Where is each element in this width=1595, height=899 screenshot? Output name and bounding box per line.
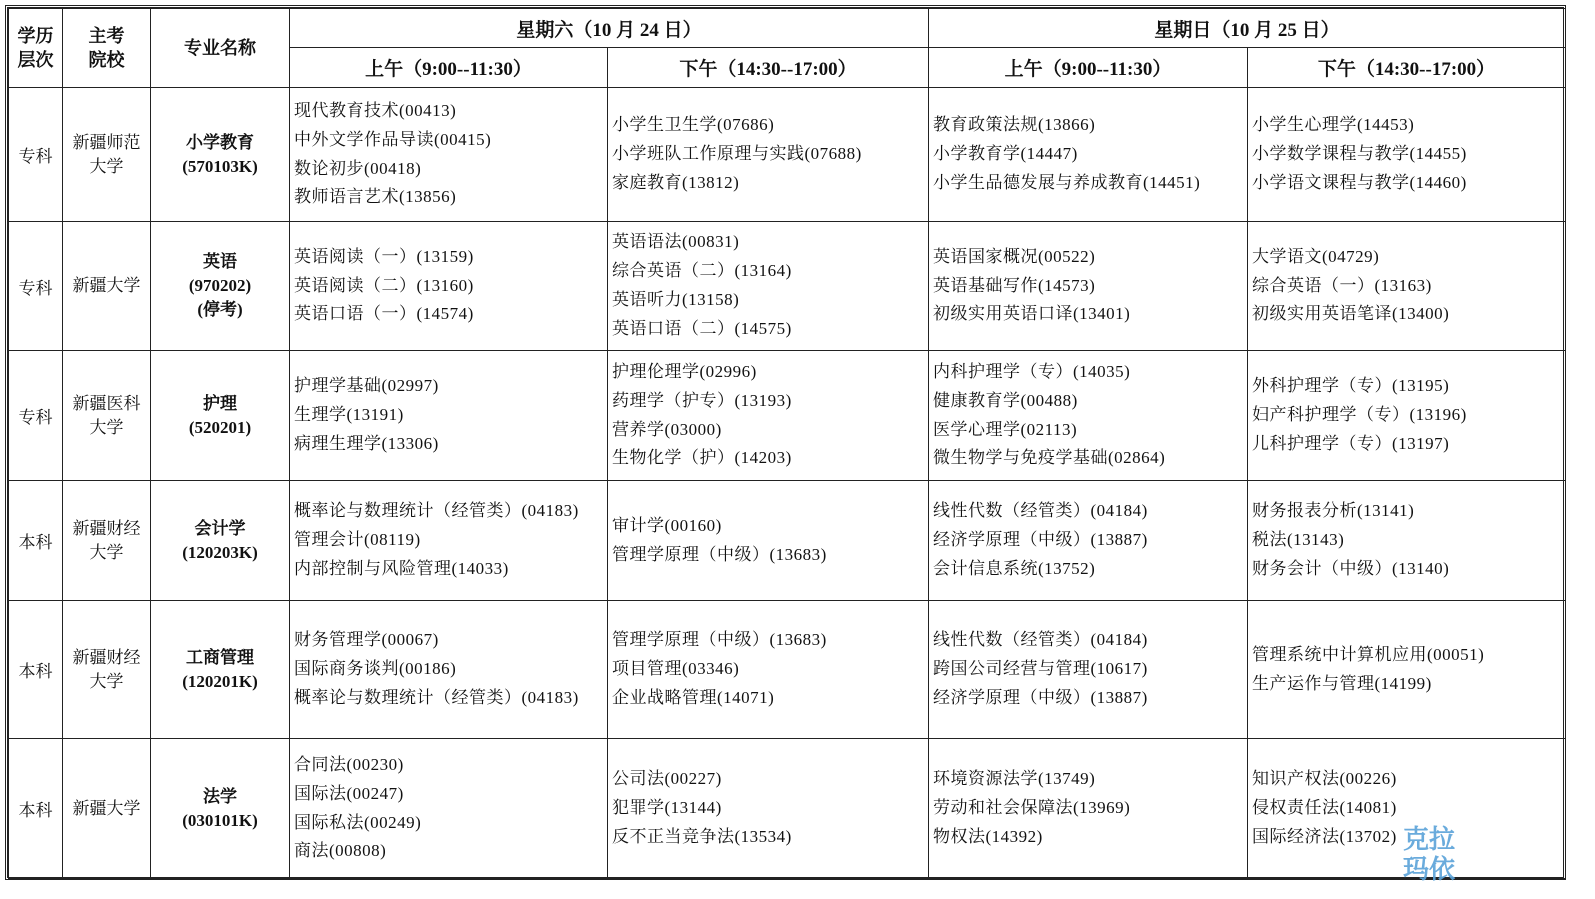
course-item: 企业战略管理(14071) [612,687,775,707]
watermark-logo [1396,825,1462,899]
course-item: 大学语文(04729) [1252,246,1380,266]
course-item: 财务会计（中级）(13140) [1252,558,1450,578]
cell-level: 专科 [9,351,63,481]
school-line: 新疆大学 [72,276,141,296]
course-item: 物权法(14392) [933,826,1043,846]
header-sun-am: 上午（9:00--11:30） [929,48,1248,88]
course-item: 药理学（护专）(13193) [612,390,792,410]
course-item: 数论初步(00418) [294,158,422,178]
cell-courses-sat-am [290,88,608,222]
course-item: 儿科护理学（专）(13197) [1252,433,1450,453]
course-item: 国际私法(00249) [294,812,422,832]
course-item: 英语阅读（二）(13160) [294,275,474,295]
cell-courses-sun-pm [1248,601,1566,739]
course-item: 小学教育学(14447) [933,144,1078,164]
course-item: 中外文学作品导读(00415) [294,129,492,149]
cell-courses-sun-pm [1248,481,1566,601]
cell-courses-sat-pm [608,88,929,222]
course-item: 生产运作与管理(14199) [1252,673,1432,693]
major-line: 英语 [203,252,237,271]
course-item: 犯罪学(13144) [612,798,722,818]
course-item: 财务报表分析(13141) [1252,501,1415,521]
course-item: 综合英语（一）(13163) [1252,275,1432,295]
course-item: 护理伦理学(02996) [612,361,757,381]
course-item: 英语口语（二）(14575) [612,318,792,338]
cell-school [63,88,151,222]
school-line: 大学 [89,417,124,438]
cell-courses-sat-am [290,481,608,601]
cell-courses-sun-pm [1248,88,1566,222]
course-item: 英语听力(13158) [612,290,740,309]
major-line: (970202) [188,276,252,295]
cell-courses-sun-am [929,351,1248,481]
course-item: 英语口语（一）(14574) [294,304,474,324]
cell-courses-sun-am [929,88,1248,222]
course-item: 微生物学与免疫学基础(02864) [933,448,1166,468]
cell-courses-sun-am [929,481,1248,601]
header-level-line: 层次 [17,50,54,70]
cell-courses-sun-am [929,601,1248,739]
course-item: 劳动和社会保障法(13969) [933,798,1131,818]
course-item: 国际法(00247) [294,783,404,803]
cell-courses-sun-pm [1248,351,1566,481]
course-item: 医学心理学(02113) [933,419,1078,439]
cell-major [151,481,290,601]
course-item: 小学生品德发展与养成教育(14451) [933,172,1201,192]
major-line: (120201K) [182,671,258,691]
cell-courses-sat-pm [608,481,929,601]
major-line: 护理 [203,393,237,413]
course-item: 管理学原理（中级）(13683) [612,630,827,650]
cell-major [151,351,290,481]
major-line: 会计学 [194,518,246,538]
header-sat-pm: 下午（14:30--17:00） [608,48,929,88]
course-item: 管理系统中计算机应用(00051) [1252,644,1485,664]
watermark-line: 克拉 [1402,825,1455,855]
course-item: 教育政策法规(13866) [933,115,1096,135]
cell-school [63,481,151,601]
course-item: 知识产权法(00226) [1252,769,1397,789]
course-item: 营养学(03000) [612,419,722,439]
course-item: 小学生卫生学(07686) [612,115,775,135]
course-item: 审计学(00160) [612,515,722,535]
table-row [9,351,1566,481]
course-item: 生物化学（护）(14203) [612,448,792,468]
course-item: 税法(13143) [1252,530,1345,550]
cell-school [63,222,151,351]
header-major: 专业名称 [151,9,290,88]
course-item: 国际商务谈判(00186) [294,659,457,679]
course-item: 小学数学课程与教学(14455) [1252,144,1467,164]
course-item: 线性代数（经管类）(04184) [933,501,1148,521]
course-item: 家庭教育(13812) [612,172,740,192]
cell-courses-sun-am [929,222,1248,351]
cell-school [63,601,151,739]
course-item: 财务管理学(00067) [294,630,439,650]
course-item: 小学班队工作原理与实践(07688) [612,144,862,164]
cell-major [151,601,290,739]
course-item: 概率论与数理统计（经管类）(04183) [294,501,579,521]
course-item: 现代教育技术(00413) [294,100,457,120]
cell-level: 专科 [9,88,63,222]
course-item: 内部控制与风险管理(14033) [294,558,509,578]
cell-level: 专科 [9,222,63,351]
header-sat-am: 上午（9:00--11:30） [290,48,608,88]
header-level [9,9,63,88]
school-line: 新疆师范 [72,132,141,153]
cell-level: 本科 [9,481,63,601]
cell-courses-sun-pm [1248,222,1566,351]
table-row [9,739,1566,879]
cell-courses-sat-pm [608,739,929,879]
cell-courses-sat-pm [608,601,929,739]
cell-courses-sat-pm [608,351,929,481]
course-item: 小学语文课程与教学(14460) [1252,172,1467,192]
course-item: 经济学原理（中级）(13887) [933,687,1148,707]
course-item: 环境资源法学(13749) [933,769,1096,789]
course-item: 小学生心理学(14453) [1252,115,1415,135]
cell-courses-sat-pm [608,222,929,351]
major-line: (030101K) [182,810,258,830]
course-item: 初级实用英语口译(13401) [933,304,1131,324]
table-row [9,88,1566,222]
cell-major [151,739,290,879]
course-item: 英语阅读（一）(13159) [294,246,474,266]
course-item: 外科护理学（专）(13195) [1252,376,1450,396]
major-line: 小学教育 [186,132,254,152]
header-day-sunday: 星期日（10 月 25 日） [929,9,1566,48]
header-school-line: 院校 [88,50,125,70]
course-item: 英语基础写作(14573) [933,275,1096,295]
course-item: 概率论与数理统计（经管类）(04183) [294,687,579,707]
table-row [9,222,1566,351]
course-item: 教师语言艺术(13856) [294,187,457,207]
header-school-line: 主考 [88,26,125,46]
header-school [63,9,151,88]
course-item: 项目管理(03346) [612,659,740,679]
school-line: 新疆财经 [72,518,141,539]
cell-major [151,88,290,222]
cell-courses-sat-am [290,351,608,481]
cell-major [151,222,290,351]
course-item: 管理会计(08119) [294,530,421,550]
header-day-saturday: 星期六（10 月 24 日） [290,9,929,48]
course-item: 反不正当竞争法(13534) [612,826,792,846]
school-line: 大学 [89,156,124,177]
cell-level: 本科 [9,601,63,739]
cell-level: 本科 [9,739,63,879]
course-item: 经济学原理（中级）(13887) [933,530,1148,550]
header-level-line: 学历 [17,26,54,46]
course-item: 商法(00808) [294,841,387,861]
header-sun-pm: 下午（14:30--17:00） [1248,48,1566,88]
school-line: 大学 [89,671,124,692]
course-item: 英语国家概况(00522) [933,246,1096,266]
exam-schedule-table [8,8,1566,879]
major-line: (520201) [188,417,252,437]
course-item: 国际经济法(13702) [1252,826,1397,846]
cell-courses-sat-am [290,222,608,351]
course-item: 病理生理学(13306) [294,433,439,453]
course-item: 侵权责任法(14081) [1252,798,1397,818]
major-line: 法学 [203,786,237,806]
course-item: 生理学(13191) [294,405,404,425]
cell-courses-sat-am [290,739,608,879]
course-item: 英语语法(00831) [612,232,740,252]
course-item: 合同法(00230) [294,754,404,774]
course-item: 线性代数（经管类）(04184) [933,630,1148,650]
school-line: 新疆大学 [72,798,141,819]
course-item: 内科护理学（专）(14035) [933,361,1131,381]
course-item: 跨国公司经营与管理(10617) [933,659,1148,679]
table-row [9,601,1566,739]
course-item: 会计信息系统(13752) [933,558,1096,578]
course-item: 护理学基础(02997) [294,376,439,396]
table-row [9,481,1566,601]
major-line: 工商管理 [186,647,254,667]
cell-school [63,351,151,481]
course-item: 妇产科护理学（专）(13196) [1252,405,1467,425]
major-line: (120203K) [182,542,258,562]
course-item: 初级实用英语笔译(13400) [1252,304,1450,324]
course-item: 管理学原理（中级）(13683) [612,544,827,564]
school-line: 大学 [89,542,124,563]
cell-courses-sat-am [290,601,608,739]
school-line: 新疆医科 [72,393,141,414]
course-item: 综合英语（二）(13164) [612,261,792,281]
course-item: 公司法(00227) [612,769,722,789]
course-item: 健康教育学(00488) [933,390,1078,410]
major-line: (停考) [197,300,243,319]
cell-courses-sun-am [929,739,1248,879]
cell-school [63,739,151,879]
school-line: 新疆财经 [72,647,141,668]
major-line: (570103K) [182,156,258,176]
watermark-line: 玛依 [1402,855,1455,885]
